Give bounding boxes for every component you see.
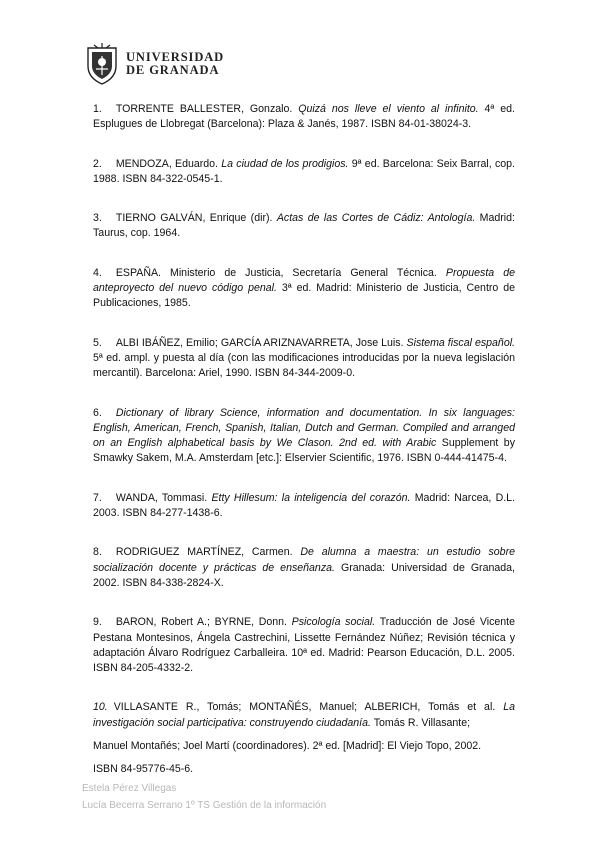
reference-continuation: ISBN 84-95776-45-6. xyxy=(93,763,194,776)
reference-details: 5ª ed. ampl. y puesta al día (con las modificaciones introducidas por la nueva legislación mercantil). Barcelona: Ariel, 1990. ISBN 84-344-2009-0. xyxy=(93,351,515,380)
reference-title: Psicología social. xyxy=(291,616,376,629)
reference-authors: RODRIGUEZ MARTÍNEZ, Carmen. xyxy=(115,546,301,559)
reference-number: 3. xyxy=(93,212,102,225)
reference-title: La ciudad de los prodigios. xyxy=(221,157,349,170)
reference-item xyxy=(93,266,515,312)
reference-item xyxy=(93,211,515,242)
reference-item xyxy=(93,491,515,522)
reference-details: Traducción de José Vicente Pestana Montesinos, Ángela Castrechini, Lissette Fernández Núñez; Revisión técnica y adaptación Álvaro Rodríguez Carballeira. 10ª ed. Madrid: Pearson Educación, D.L. 2005. ISBN 84-205-4332-2. xyxy=(93,616,515,675)
reference-authors: MENDOZA, Eduardo. xyxy=(115,157,222,170)
reference-number: 7. xyxy=(93,491,102,504)
university-name-line2: DE GRANADA xyxy=(126,63,220,77)
reference-item xyxy=(93,700,515,731)
university-crest-icon xyxy=(82,42,122,86)
reference-number: 4. xyxy=(93,266,102,279)
reference-authors: BARON, Robert A.; BYRNE, Donn. xyxy=(115,616,292,629)
reference-number: 9. xyxy=(93,616,102,629)
page-footer xyxy=(82,780,326,814)
reference-details: 9ª ed. Barcelona: Seix Barral, cop. 1988. ISBN 84-322-0545-1. xyxy=(93,157,515,185)
reference-authors: TORRENTE BALLESTER, Gonzalo. xyxy=(115,103,299,115)
reference-authors: ALBI IBÁÑEZ, Emilio; GARCÍA ARIZNAVARRETA, Jose Luis. xyxy=(115,336,407,349)
university-name xyxy=(126,51,224,77)
reference-details: Madrid: Narcea, D.L. 2003. ISBN 84-277-1438-6. xyxy=(93,491,516,520)
reference-title: De alumna a maestra: un estudio sobre socialización docente y prácticas de enseñanza. xyxy=(93,546,515,574)
reference-title: Quizá nos lleve el viento al infinito. xyxy=(298,103,479,115)
reference-details: 3ª ed. Madrid: Ministerio de Justicia, Centro de Publicaciones, 1985. xyxy=(93,282,516,310)
reference-continuation: Manuel Montañés; Joel Martí (coordinadores). 2ª ed. [Madrid]: El Viejo Topo, 2002. xyxy=(93,740,482,753)
reference-details: 4ª ed. Esplugues de Llobregat (Barcelona): Plaza & Janés, 1987. ISBN 84-01-38024-3. xyxy=(93,103,515,131)
reference-details: Supplement by Smawky Sakem, M.A. Amsterdam [etc.]: Elservier Scientific, 1976. ISBN 0-444-41475-4. xyxy=(93,437,515,465)
reference-authors: VILLASANTE R., Tomás; MONTAÑÉS, Manuel; ALBERICH, Tomás et al. xyxy=(113,701,504,714)
reference-title: Sistema fiscal español. xyxy=(406,336,516,349)
reference-number: 5. xyxy=(93,336,102,349)
reference-item xyxy=(93,336,515,382)
reference-item xyxy=(93,406,515,467)
reference-details: Tomás R. Villasante; xyxy=(370,716,471,729)
reference-authors: WANDA, Tommasi. xyxy=(115,491,212,504)
reference-item xyxy=(93,157,515,188)
reference-title: Dictionary of library Science, information and documentation. In six languages: English, American, French, Spanish, Italian, Dutch and German. Compiled and arranged on an English alphabetical basis by We Clason. 2nd ed. with Arabic xyxy=(93,406,515,450)
reference-number: 10. xyxy=(93,701,108,714)
footer-author-1: Estela Pérez Villegas xyxy=(82,783,177,794)
reference-number: 1. xyxy=(93,103,102,115)
reference-details: Madrid: Taurus, cop. 1964. xyxy=(93,212,515,240)
reference-item xyxy=(93,102,515,133)
reference-number: 6. xyxy=(93,406,102,419)
reference-title: La investigación social participativa: construyendo ciudadanía. xyxy=(93,701,515,729)
reference-details: Granada: Universidad de Granada, 2002. ISBN 84-338-2824-X. xyxy=(93,561,515,589)
reference-title: Propuesta de anteproyecto del nuevo código penal. xyxy=(93,266,515,295)
reference-item xyxy=(93,615,515,676)
reference-number: 2. xyxy=(93,157,102,170)
reference-title: Actas de las Cortes de Cádiz: Antología. xyxy=(276,212,476,225)
reference-authors: ESPAÑA. Ministerio de Justicia, Secretaría General Técnica. xyxy=(115,266,446,279)
reference-title: Etty Hillesum: la inteligencia del corazón. xyxy=(211,491,411,504)
university-logo xyxy=(82,40,224,88)
reference-list xyxy=(93,102,515,778)
reference-authors: TIERNO GALVÁN, Enrique (dir). xyxy=(115,212,277,225)
reference-item xyxy=(93,545,515,591)
reference-number: 8. xyxy=(93,546,102,559)
university-name-line1: UNIVERSIDAD xyxy=(126,50,225,64)
footer-author-2: Lucía Becerra Serrano 1º TS Gestión de la información xyxy=(82,800,327,811)
